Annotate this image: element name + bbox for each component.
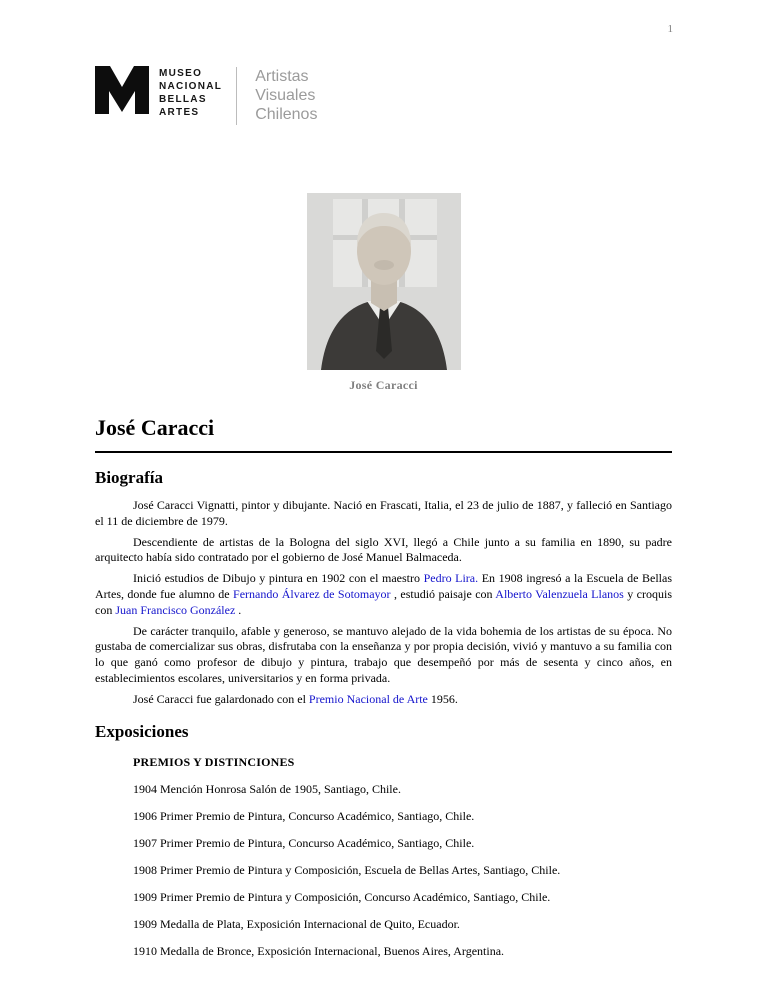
series-title-line: Visuales: [255, 87, 316, 104]
link-premio-nacional-de-arte[interactable]: Premio Nacional de Arte: [308, 691, 428, 706]
text-run: En 1908 ingresó a la Escuela de Bellas Artes, donde fue alumno de: [95, 571, 672, 601]
award-item: 1910 Medalla de Bronce, Exposición Internacional, Buenos Aires, Argentina.: [133, 943, 505, 958]
section-biografia: [95, 468, 672, 708]
exposiciones-heading: Exposiciones: [95, 721, 189, 741]
award-item: 1909 Primer Premio de Pintura y Composición, Concurso Académico, Santiago, Chile.: [133, 889, 551, 904]
museum-name-line: BELLAS: [159, 94, 207, 105]
museum-name-line: ARTES: [159, 107, 200, 118]
bio-paragraph-2: Descendiente de artistas de la Bologna del siglo XVI, llegó a Chile junto a su familia en 1890, su padre arquitecto había sido contratado por el gobierno de José Manuel Balmaceda.: [95, 534, 672, 565]
biografia-heading: Biografía: [95, 468, 163, 487]
premios-subheading: PREMIOS Y DISTINCIONES: [133, 754, 295, 769]
series-title-line: Artistas: [255, 68, 309, 85]
link-alberto-valenzuela-llanos[interactable]: Alberto Valenzuela Llanos: [495, 586, 624, 601]
link-fernando-alvarez-de-sotomayor[interactable]: Fernando Álvarez de Sotomayor: [233, 586, 391, 601]
link-pedro-lira[interactable]: Pedro Lira.: [423, 571, 479, 586]
text-run: 1956.: [427, 691, 458, 706]
text-run: Inició estudios de Dibujo y pintura en 1902 con el maestro: [133, 571, 424, 586]
award-item: 1904 Mención Honrosa Salón de 1905, Santiago, Chile.: [133, 781, 401, 796]
mnba-m-icon: [95, 66, 149, 114]
award-item: 1906 Primer Premio de Pintura, Concurso Académico, Santiago, Chile.: [133, 808, 475, 823]
museum-name: [159, 66, 222, 119]
header-divider: [236, 67, 237, 125]
text-run: , estudió paisaje con: [390, 586, 496, 601]
bio-paragraph-5: [95, 692, 672, 708]
award-item: 1908 Primer Premio de Pintura y Composición, Escuela de Bellas Artes, Santiago, Chile.: [133, 862, 561, 877]
header: [95, 0, 672, 125]
series-title: [255, 66, 317, 124]
text-run: .: [235, 602, 242, 617]
award-item: 1907 Primer Premio de Pintura, Concurso Académico, Santiago, Chile.: [133, 835, 475, 850]
portrait-caption: José Caracci: [349, 378, 418, 392]
link-juan-francisco-gonzalez[interactable]: Juan Francisco González: [115, 602, 236, 617]
bio-paragraph-1: José Caracci Vignatti, pintor y dibujante. Nació en Frascati, Italia, el 23 de julio de 1887, y falleció en Santiago el 11 de diciembre de 1979.: [95, 498, 672, 528]
series-title-line: Chilenos: [255, 106, 318, 123]
portrait-figure: [307, 193, 461, 393]
bio-paragraph-4: De carácter tranquilo, afable y generoso, se mantuvo alejado de la vida bohemia de los artistas de su época. No gustaba de comercializar sus obras, disfrutaba con la enseñanza y por propia decisión, vivió y mantuvo a su familia con lo que ganó como profesor de dibujo y pintura, trabajo que desempeñó por más de sesenta y cinco años, en establecimientos escolares, universitarios y en forma privada.: [95, 623, 672, 685]
page-title: José Caracci: [95, 415, 215, 440]
page-number: 1: [667, 23, 673, 35]
text-run: y croquis con: [95, 586, 672, 617]
text-run: José Caracci fue galardonado con el: [133, 691, 309, 706]
section-exposiciones: [95, 722, 672, 959]
title-rule: [95, 451, 672, 453]
award-item: 1909 Medalla de Plata, Exposición Internacional de Quito, Ecuador.: [133, 916, 460, 931]
museum-name-line: NACIONAL: [159, 81, 223, 92]
museum-name-line: MUSEO: [159, 68, 203, 79]
bio-paragraph-3: [95, 571, 672, 618]
portrait-photo: [307, 193, 461, 370]
